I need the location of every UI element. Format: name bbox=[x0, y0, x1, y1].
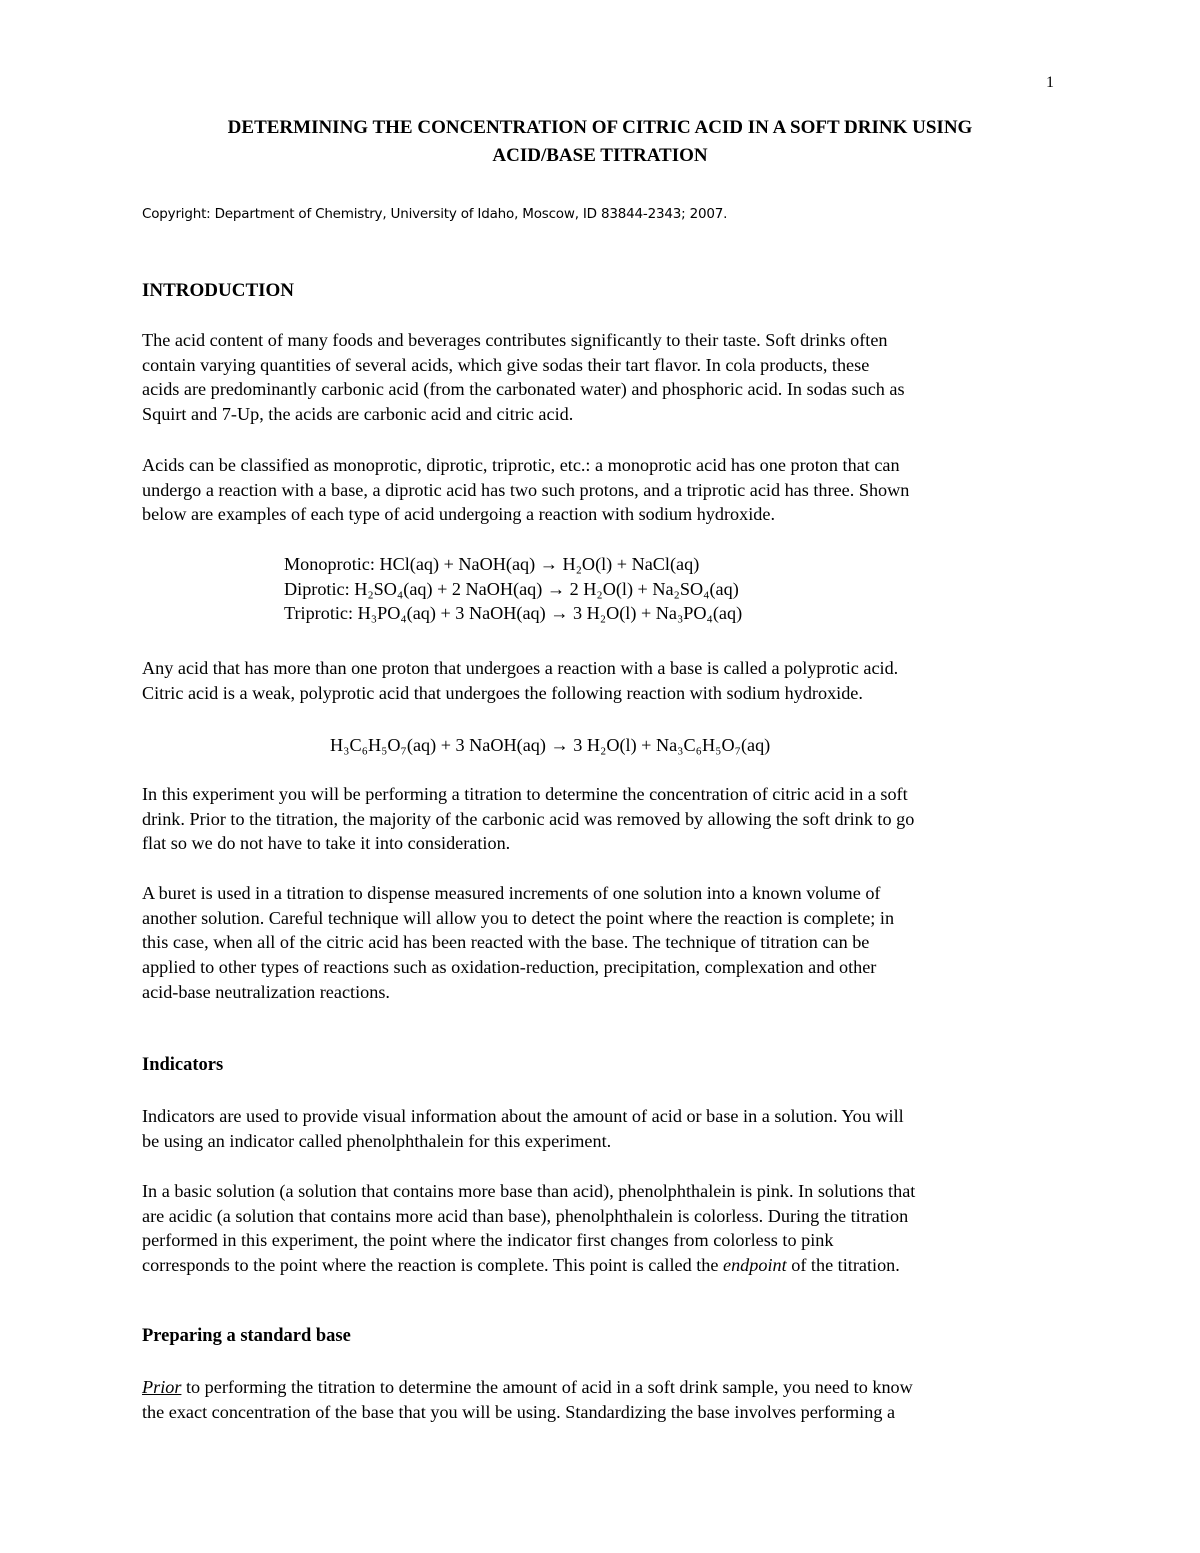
title-line-1: DETERMINING THE CONCENTRATION OF CITRIC ACID IN A SOFT DRINK USING bbox=[227, 117, 973, 138]
text-line: In a basic solution (a solution that contains more base than acid), phenolphthalein is pink. In solutions that bbox=[142, 1181, 916, 1201]
text-fragment: of the titration. bbox=[786, 1255, 900, 1276]
intro-paragraph-4 bbox=[142, 782, 1062, 856]
text-line: In this experiment you will be performing a titration to determine the concentration of citric acid in a soft bbox=[142, 784, 908, 804]
text-fragment: corresponds to the point where the reaction is complete. This point is called the bbox=[142, 1255, 724, 1276]
text-line: acid-base neutralization reactions. bbox=[142, 981, 390, 1002]
text-line: Acids can be classified as monoprotic, diprotic, triprotic, etc.: a monoprotic acid has one proton that can bbox=[142, 455, 900, 475]
text-line: Citric acid is a weak, polyprotic acid that undergoes the following reaction with sodium hydroxide. bbox=[142, 682, 863, 703]
endpoint-term: endpoint bbox=[723, 1255, 787, 1276]
copyright-notice: Copyright: Department of Chemistry, University of Idaho, Moscow, ID 83844-2343; 2007. bbox=[142, 206, 728, 222]
page-number: 1 bbox=[1046, 74, 1054, 91]
text-line: undergo a reaction with a base, a diprotic acid has two such protons, and a triprotic acid has three. Shown bbox=[142, 479, 910, 500]
text-line: be using an indicator called phenolphthalein for this experiment. bbox=[142, 1130, 612, 1151]
intro-paragraph-1 bbox=[142, 328, 1062, 427]
text-line: below are examples of each type of acid undergoing a reaction with sodium hydroxide. bbox=[142, 504, 775, 525]
intro-paragraph-5 bbox=[142, 881, 1062, 1005]
diprotic-equation: Diprotic: H₂SO₄(aq) + 2 NaOH(aq) → 2 H₂O(l) + Na₂SO₄(aq) bbox=[284, 578, 739, 599]
prior-term: Prior bbox=[142, 1377, 182, 1397]
text-line: the exact concentration of the base that you will be using. Standardizing the base involves performing a bbox=[142, 1401, 896, 1422]
text-line: The acid content of many foods and beverages contributes significantly to their taste. Soft drinks often bbox=[142, 330, 888, 350]
text-line: flat so we do not have to take it into consideration. bbox=[142, 833, 511, 854]
title-line-2: ACID/BASE TITRATION bbox=[492, 145, 708, 166]
triprotic-equation: Triprotic: H₃PO₄(aq) + 3 NaOH(aq) → 3 H₂O(l) + Na₃PO₄(aq) bbox=[284, 603, 743, 623]
intro-paragraph-3 bbox=[142, 656, 1062, 705]
standard-base-paragraph bbox=[142, 1375, 1062, 1424]
indicators-paragraph-2 bbox=[142, 1179, 1062, 1278]
monoprotic-equation: Monoprotic: HCl(aq) + NaOH(aq) → H₂O(l) + NaCl(aq) bbox=[284, 554, 700, 574]
text-line: Squirt and 7-Up, the acids are carbonic acid and citric acid. bbox=[142, 404, 574, 425]
indicators-paragraph-1 bbox=[142, 1104, 1062, 1153]
indicators-heading: Indicators bbox=[142, 1055, 224, 1075]
text-fragment: to performing the titration to determine the amount of acid in a soft drink sample, you need to know bbox=[181, 1377, 913, 1397]
preparing-standard-base-heading: Preparing a standard base bbox=[142, 1326, 351, 1346]
intro-paragraph-2 bbox=[142, 453, 1062, 527]
text-line: applied to other types of reactions such as oxidation-reduction, precipitation, complexation and other bbox=[142, 957, 877, 978]
text-line: drink. Prior to the titration, the majority of the carbonic acid was removed by allowing the soft drink to go bbox=[142, 808, 915, 829]
text-line: another solution. Careful technique will allow you to detect the point where the reaction is complete; in bbox=[142, 907, 895, 928]
citric-acid-equation: H₃C₆H₅O₇(aq) + 3 NaOH(aq) → 3 H₂O(l) + Na₃C₆H₅O₇(aq) bbox=[330, 735, 771, 755]
text-line: Indicators are used to provide visual information about the amount of acid or base in a solution. You will bbox=[142, 1106, 904, 1126]
text-line bbox=[142, 1375, 1062, 1400]
text-line: performed in this experiment, the point where the indicator first changes from colorless to pink bbox=[142, 1230, 834, 1251]
protic-equations bbox=[284, 552, 742, 626]
document-title bbox=[142, 114, 1058, 170]
introduction-heading: INTRODUCTION bbox=[142, 280, 295, 301]
text-line: A buret is used in a titration to dispense measured increments of one solution into a known volume of bbox=[142, 883, 881, 903]
text-line bbox=[142, 1253, 1062, 1278]
text-line: contain varying quantities of several acids, which give sodas their tart flavor. In cola products, these bbox=[142, 354, 870, 375]
text-line: are acidic (a solution that contains more acid than base), phenolphthalein is colorless. During the titration bbox=[142, 1205, 909, 1226]
text-line: acids are predominantly carbonic acid (from the carbonated water) and phosphoric acid. In sodas such as bbox=[142, 379, 905, 400]
text-line: this case, when all of the citric acid has been reacted with the base. The technique of titration can be bbox=[142, 932, 870, 953]
text-line: Any acid that has more than one proton that undergoes a reaction with a base is called a polyprotic acid. bbox=[142, 658, 899, 678]
